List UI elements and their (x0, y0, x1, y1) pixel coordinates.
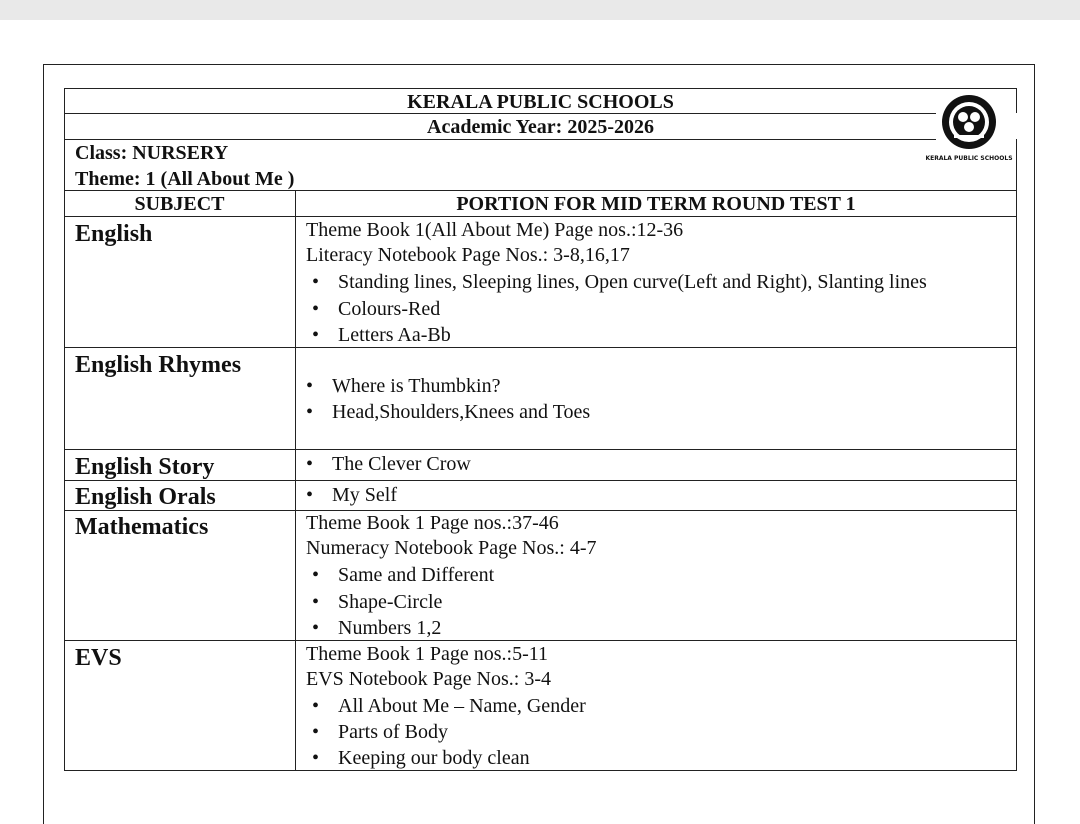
column-header-portion: PORTION FOR MID TERM ROUND TEST 1 (456, 193, 856, 215)
school-logo (925, 95, 1013, 169)
portion-line: Theme Book 1(All About Me) Page nos.:12-36 (306, 219, 684, 241)
list-item: • Where is Thumbkin? (332, 376, 500, 396)
list-item: • Head,Shoulders,Knees and Toes (332, 402, 590, 422)
logo-text: KERALA PUBLIC SCHOOLS (925, 155, 1013, 162)
list-item: • My Self (332, 485, 397, 505)
portion-line: Literacy Notebook Page Nos.: 3-8,16,17 (306, 244, 630, 266)
list-item: • Keeping our body clean (338, 748, 530, 768)
list-item: • Letters Aa-Bb (338, 325, 451, 345)
list-item: • Shape-Circle (338, 592, 442, 612)
academic-year: Academic Year: 2025-2026 (427, 116, 654, 138)
list-item: • Numbers 1,2 (338, 618, 441, 638)
subject-evs: EVS (75, 645, 122, 671)
list-item: • Standing lines, Sleeping lines, Open curve(Left and Right), Slanting lines (338, 272, 927, 292)
subject-english-orals: English Orals (75, 484, 216, 510)
portion-line: Theme Book 1 Page nos.:5-11 (306, 643, 549, 665)
list-item: • The Clever Crow (332, 454, 471, 474)
subject-english: English (75, 221, 153, 247)
portion-line: EVS Notebook Page Nos.: 3-4 (306, 668, 551, 690)
school-name: KERALA PUBLIC SCHOOLS (407, 91, 674, 113)
portion-line: Theme Book 1 Page nos.:37-46 (306, 512, 559, 534)
subject-english-rhymes: English Rhymes (75, 352, 242, 378)
class-label: Class: NURSERY (75, 142, 229, 164)
viewer-top-bar (0, 0, 1080, 20)
list-item: • Same and Different (338, 565, 494, 585)
list-item: • Parts of Body (338, 722, 448, 742)
subject-mathematics: Mathematics (75, 514, 209, 540)
column-header-subject: SUBJECT (134, 193, 225, 215)
subject-english-story: English Story (75, 454, 215, 480)
list-item: • All About Me – Name, Gender (338, 696, 586, 716)
list-item: • Colours-Red (338, 299, 440, 319)
portion-line: Numeracy Notebook Page Nos.: 4-7 (306, 537, 597, 559)
theme-label: Theme: 1 (All About Me ) (75, 168, 295, 190)
